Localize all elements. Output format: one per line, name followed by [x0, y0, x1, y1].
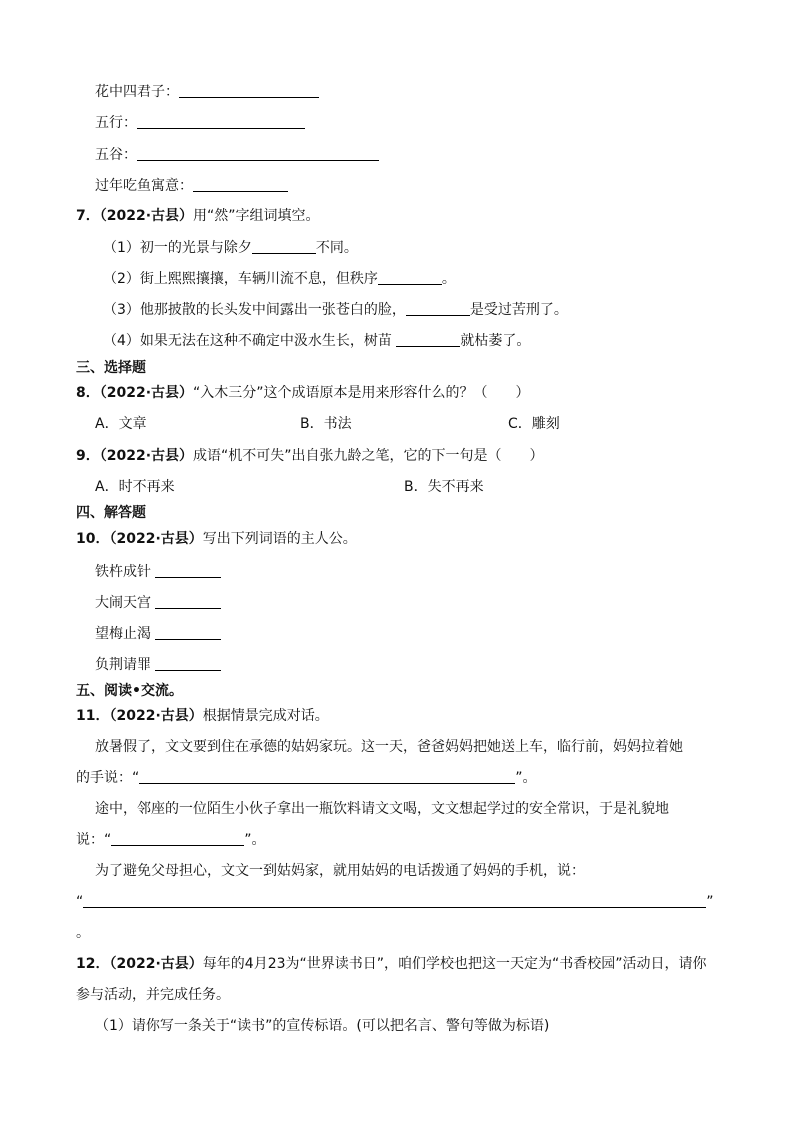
question-12-cont: 参与活动，并完成任务。	[76, 987, 230, 1003]
question-stem: 成语“机不可失”出自张九龄之笔，它的下一句是（ ）	[193, 448, 544, 464]
sub-text: 。	[441, 271, 456, 287]
answer-blank[interactable]	[139, 769, 515, 784]
q7-sub-1	[103, 238, 358, 258]
question-number: 9．	[76, 448, 100, 464]
paragraph-2-cont	[76, 830, 266, 850]
para-text: ”	[706, 894, 714, 910]
answer-blank[interactable]	[252, 239, 316, 254]
sub-text: （2）街上熙熙攘攘，车辆川流不息，但秩序	[103, 271, 378, 287]
sub-text: 不同。	[315, 240, 358, 256]
question-number: 10．	[76, 531, 110, 547]
answer-blank[interactable]	[396, 332, 460, 347]
question-source: （2022·古县）	[109, 708, 203, 724]
q7-sub-2	[103, 269, 456, 289]
question-number: 8．	[76, 385, 100, 401]
question-source: （2022·古县）	[109, 956, 203, 972]
answer-blank[interactable]	[111, 831, 244, 846]
question-10	[76, 529, 357, 549]
question-stem: 写出下列词语的主人公。	[202, 531, 357, 547]
question-number: 11．	[76, 708, 110, 724]
answer-blank[interactable]	[137, 114, 305, 129]
section-heading-3: 三、选择题	[76, 360, 146, 376]
answer-blank[interactable]	[137, 146, 379, 161]
fill-item-label: 花中四君子：	[95, 84, 179, 100]
sub-text: （1）初一的光景与除夕	[103, 240, 252, 256]
paragraph-1-cont	[76, 768, 537, 788]
question-stem: “入木三分”这个成语原本是用来形容什么的？（ ）	[193, 385, 530, 401]
option-b[interactable]: B．书法	[300, 416, 352, 432]
answer-blank[interactable]	[155, 594, 221, 609]
answer-blank[interactable]	[406, 301, 470, 316]
idiom-label: 铁杵成针	[95, 564, 156, 580]
answer-blank[interactable]	[155, 563, 221, 578]
option-c[interactable]: C．雕刻	[508, 416, 560, 432]
para-text: 的手说：“	[76, 770, 140, 786]
idiom-label: 大闹天宫	[95, 595, 156, 611]
fill-item-4	[95, 176, 288, 196]
question-source: （2022·古县）	[99, 385, 194, 401]
paragraph-2: 途中，邻座的一位陌生小伙子拿出一瓶饮料请文文喝，文文想起学过的安全常识，于是礼貌地	[95, 801, 669, 817]
paragraph-1: 放暑假了，文文要到住在承德的姑妈家玩。这一天，爸爸妈妈把她送上车，临行前，妈妈拉着她	[95, 739, 683, 755]
fill-item-2	[95, 113, 305, 133]
section-heading-5: 五、阅读•交流。	[76, 683, 183, 699]
sub-text: （3）他那披散的长头发中间露出一张苍白的脸，	[103, 302, 406, 318]
para-text: 说：“	[76, 832, 112, 848]
question-number: 7．	[76, 208, 100, 224]
question-source: （2022·古县）	[99, 208, 194, 224]
option-b[interactable]: B．失不再来	[404, 479, 484, 495]
question-stem: 用“然”字组词填空。	[193, 208, 320, 224]
answer-blank[interactable]	[155, 656, 221, 671]
fill-item-3	[95, 145, 379, 165]
question-source: （2022·古县）	[99, 448, 194, 464]
fill-item-label: 过年吃鱼寓意：	[95, 178, 193, 194]
section-heading-4: 四、解答题	[76, 505, 146, 521]
q12-sub-1: （1）请你写一条关于“读书”的宣传标语。(可以把名言、警句等做为标语)	[95, 1018, 550, 1034]
question-stem: 每年的4月23为“世界读书日”，咱们学校也把这一天定为“书香校园”活动日，请你	[202, 956, 707, 972]
paragraph-3: 为了避免父母担心，文文一到姑妈家，就用姑妈的电话拨通了妈妈的手机，说：	[95, 863, 585, 879]
idiom-label: 望梅止渴	[95, 626, 156, 642]
answer-blank[interactable]	[179, 83, 319, 98]
idiom-item-4	[95, 655, 221, 675]
question-stem: 根据情景完成对话。	[202, 708, 329, 724]
question-7	[76, 206, 320, 226]
question-source: （2022·古县）	[109, 531, 203, 547]
question-number: 12．	[76, 956, 110, 972]
question-8	[76, 383, 530, 403]
paragraph-3-end: 。	[76, 925, 90, 941]
para-text: “	[76, 894, 84, 910]
question-9	[76, 446, 544, 466]
answer-blank[interactable]	[83, 893, 706, 908]
fill-item-label: 五谷：	[95, 147, 137, 163]
answer-blank[interactable]	[378, 270, 442, 285]
fill-item-label: 五行：	[95, 115, 137, 131]
sub-text: 就枯萎了。	[460, 333, 531, 349]
q7-sub-4	[103, 331, 530, 351]
idiom-item-3	[95, 624, 221, 644]
answer-blank[interactable]	[193, 177, 288, 192]
idiom-item-1	[95, 562, 221, 582]
q7-sub-3	[103, 300, 568, 320]
option-a[interactable]: A．文章	[95, 416, 147, 432]
para-text: ”。	[515, 770, 537, 786]
idiom-item-2	[95, 593, 221, 613]
idiom-label: 负荆请罪	[95, 657, 156, 673]
answer-blank[interactable]	[155, 625, 221, 640]
sub-text: 是受过苦刑了。	[469, 302, 568, 318]
para-text: ”。	[244, 832, 266, 848]
sub-text: （4）如果无法在这种不确定中汲水生长，树苗	[103, 333, 397, 349]
fill-item-1	[95, 82, 319, 102]
option-a[interactable]: A．时不再来	[95, 479, 175, 495]
paragraph-3-cont	[76, 892, 714, 912]
question-11	[76, 706, 329, 726]
question-12	[76, 954, 707, 974]
